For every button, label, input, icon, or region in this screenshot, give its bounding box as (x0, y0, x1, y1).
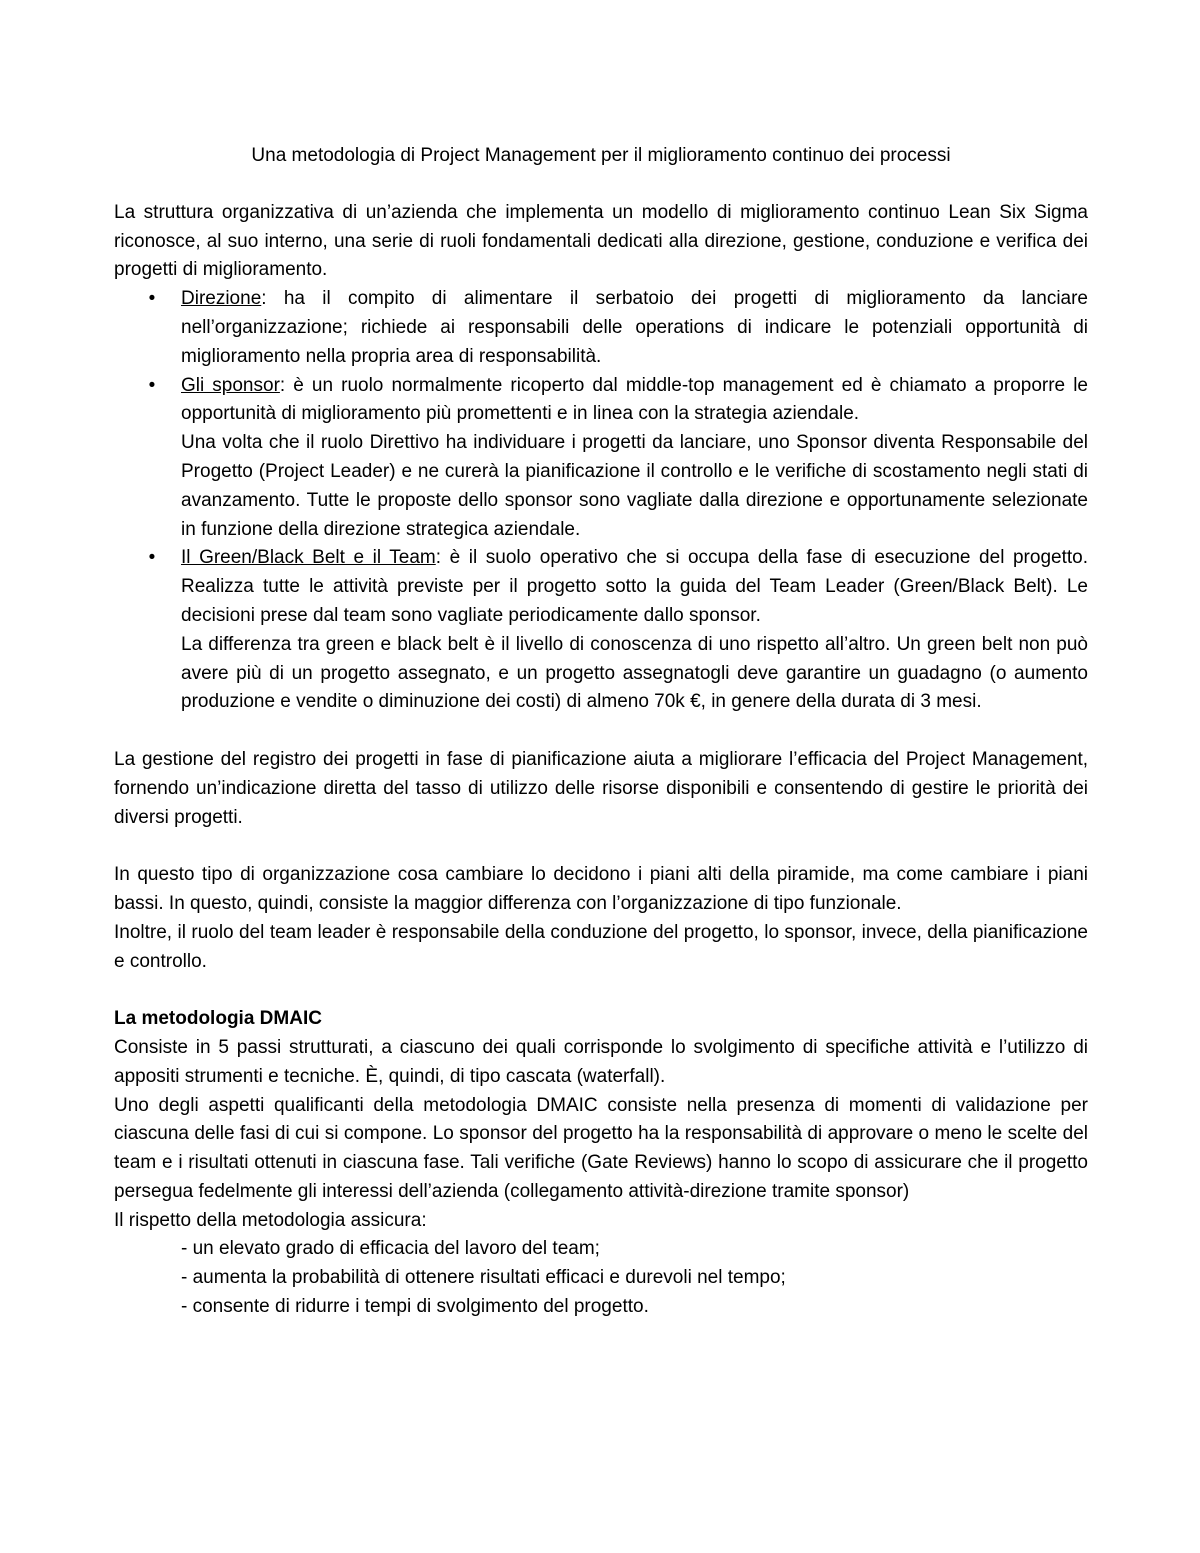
role-term: Direzione (181, 288, 262, 310)
dmaic-paragraph-1: Consiste in 5 passi strutturati, a ciascuno dei quali corrisponde lo svolgimento di specifiche attività e l’utilizzo di appositi strumenti e tecniche. È, quindi, di tipo cascata (waterfall). (114, 1036, 1088, 1087)
role-text: : è il suolo operativo che si occupa della fase di esecuzione del progetto. Realizza tutte le attività previste per il progetto sotto la guida del Team Leader (Green/Black Belt). Le decisioni prese dal team sono vagliate periodicamente dallo sponsor. (181, 547, 1088, 626)
spacer (114, 976, 1088, 1005)
dmaic-paragraph-2: Uno degli aspetti qualificanti della metodologia DMAIC consiste nella presenza di momenti di validazione per ciascuna delle fasi di cui si compone. Lo sponsor del progetto ha la responsabilità di approvare o meno le scelte del team e i risultati ottenuti in ciascuna fase. Tali verifiche (Gate Reviews) hanno lo scopo di assicurare che il progetto persegua fedelmente gli interessi dell’azienda (collegamento attività-direzione tramite sponsor) (114, 1094, 1088, 1202)
benefits-list (114, 1235, 1088, 1321)
intro-paragraph: La struttura organizzativa di un’azienda che implementa un modello di miglioramento continuo Lean Six Sigma riconosce, al suo interno, una serie di ruoli fondamentali dedicati alla direzione, gestione, conduzione e verifica dei progetti di miglioramento. (114, 201, 1088, 281)
bullet-icon: • (148, 288, 156, 310)
registro-paragraph: La gestione del registro dei progetti in fase di pianificazione aiuta a migliorare l’efficacia del Project Management, fornendo un’indicazione diretta del tasso di utilizzo delle risorse disponibili e consentendo di gestire le priorità dei diversi progetti. (114, 748, 1088, 828)
list-item: - aumenta la probabilità di ottenere risultati efficaci e durevoli nel tempo; (181, 1267, 786, 1289)
list-item (114, 372, 1088, 545)
role-term: Il Green/Black Belt e il Team (181, 547, 436, 569)
bullet-icon: • (148, 374, 156, 396)
role-extra-text: La differenza tra green e black belt è il livello di conoscenza di uno rispetto all’altro. Un green belt non può avere più di un progetto assegnato, e un progetto assegnatogli deve garantire un guadagno (o aumento produzione e vendite o diminuzione dei costi) di almeno 70k €, in genere della durata di 3 mesi. (181, 633, 1088, 713)
bullet-icon: • (148, 547, 156, 569)
list-item (114, 285, 1088, 371)
role-extra-text: Una volta che il ruolo Direttivo ha individuare i progetti da lanciare, uno Sponsor diventa Responsabile del Progetto (Project Leader) e ne curerà la pianificazione il controllo e le verifiche di scostamento negli stati di avanzamento. Tutte le proposte dello sponsor sono vagliate dalla direzione e opportunamente selezionate in funzione della direzione strategica aziendale. (181, 432, 1088, 540)
document-page (114, 142, 1088, 1322)
organizzazione-paragraph: In questo tipo di organizzazione cosa cambiare lo decidono i piani alti della piramide, ma come cambiare i piani bassi. In questo, quindi, consiste la maggior differenza con l’organizzazione di tipo funzionale. (114, 864, 1088, 914)
list-item (114, 544, 1088, 717)
role-term: Gli sponsor (181, 374, 280, 396)
list-item: - consente di ridurre i tempi di svolgimento del progetto. (181, 1296, 649, 1318)
document-title: Una metodologia di Project Management per il miglioramento continuo dei processi (251, 145, 951, 166)
dmaic-heading: La metodologia DMAIC (114, 1008, 322, 1030)
inoltre-paragraph: Inoltre, il ruolo del team leader è responsabile della conduzione del progetto, lo sponsor, invece, della pianificazione e controllo. (114, 921, 1088, 972)
spacer (114, 717, 1088, 746)
roles-list (114, 285, 1088, 717)
spacer (114, 832, 1088, 861)
role-text: : ha il compito di alimentare il serbatoio dei progetti di miglioramento da lanciare nell’organizzazione; richiede ai responsabili delle operations di indicare le potenziali opportunità di miglioramento nella propria area di responsabilità. (181, 288, 1088, 367)
role-text: : è un ruolo normalmente ricoperto dal middle-top management ed è chiamato a proporre le opportunità di miglioramento più promettenti e in linea con la strategia aziendale. (181, 374, 1088, 425)
dmaic-paragraph-3: Il rispetto della metodologia assicura: (114, 1209, 427, 1231)
list-item: - un elevato grado di efficacia del lavoro del team; (181, 1238, 600, 1260)
